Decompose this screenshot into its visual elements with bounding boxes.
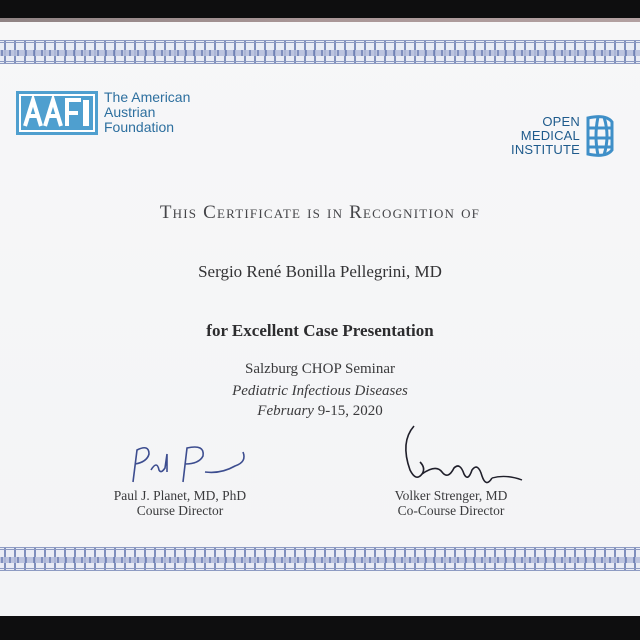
- signatory-left: [100, 488, 260, 518]
- signatory-right-title: Co-Course Director: [397, 503, 505, 518]
- event-dates-rest: 9-15, 2020: [313, 403, 383, 419]
- event-dates-month: February: [257, 403, 314, 419]
- signatory-left-title: Course Director: [136, 503, 224, 518]
- signatory-right-name: Volker Strenger, MD: [394, 488, 508, 503]
- award-title: for Excellent Case Presentation: [206, 321, 434, 340]
- paper-edge: [0, 18, 640, 22]
- aaf-logo-letters: [21, 96, 93, 130]
- aaf-line-1: The American: [104, 89, 191, 105]
- aaf-line-2: Austrian: [104, 104, 156, 120]
- event-dates: [0, 403, 640, 420]
- omi-line-1: OPEN: [542, 114, 580, 129]
- open-medical-institute-logo: [511, 114, 616, 158]
- globe-icon: [584, 114, 616, 158]
- aaf-logo-mark: [16, 91, 98, 135]
- certificate-paper: [0, 18, 640, 616]
- aaf-line-3: Foundation: [104, 119, 175, 135]
- recognition-heading: This Certificate is in Recognition of: [159, 202, 481, 223]
- event-subject: Pediatric Infectious Diseases: [232, 383, 408, 399]
- recipient-name: Sergio René Bonilla Pellegrini, MD: [198, 262, 442, 281]
- event-name: Salzburg CHOP Seminar: [245, 361, 395, 377]
- aaf-logo: [16, 90, 190, 135]
- omi-line-3: INSTITUTE: [511, 142, 580, 157]
- omi-logo-text: [511, 115, 580, 157]
- signatory-left-name: Paul J. Planet, MD, PhD: [113, 488, 247, 503]
- signature-paul-planet: [125, 442, 265, 488]
- signatory-right: [356, 488, 546, 518]
- omi-line-2: MEDICAL: [520, 128, 580, 143]
- aaf-logo-text: [104, 90, 190, 135]
- top-decorative-border: [0, 40, 640, 64]
- bottom-decorative-border: [0, 547, 640, 571]
